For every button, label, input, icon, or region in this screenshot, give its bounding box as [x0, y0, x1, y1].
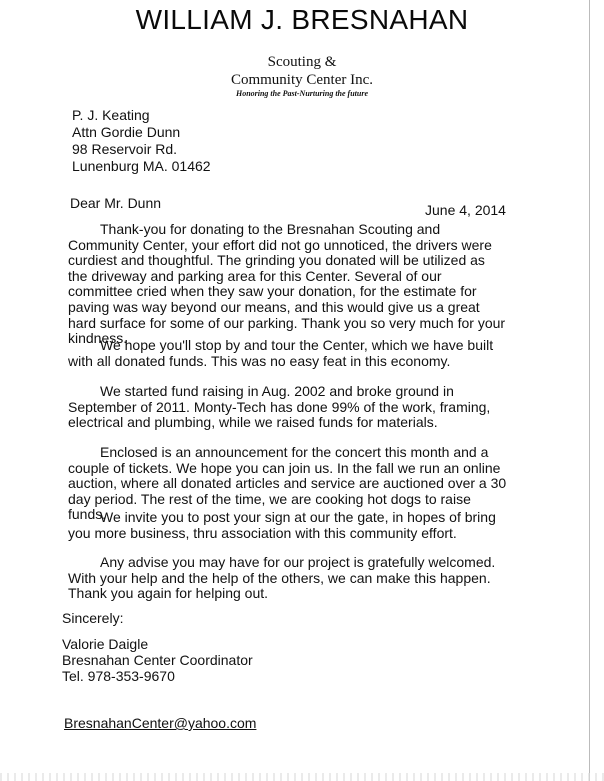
- letterhead-name: WILLIAM J. BRESNAHAN: [135, 4, 469, 35]
- body-paragraph: We started fund raising in Aug. 2002 and broke ground in September of 2011. Monty-Tech has done 99% of the work, framing, electrical and plumbing, while we raised funds for materials.: [68, 383, 491, 431]
- signer-name: Valorie Daigle: [62, 636, 149, 652]
- signer-title: Bresnahan Center Coordinator: [62, 652, 253, 668]
- body-paragraph: Enclosed is an announcement for the concert this month and a couple of tickets. We hope you can join us. In the fall we run an online auction, where all donated articles and service are auctioned over a 30 day period. The rest of the time, we are cooking hot dogs to raise funds.: [68, 444, 507, 523]
- signer-phone: Tel. 978-353-9670: [62, 668, 175, 684]
- closing: Sincerely:: [62, 610, 124, 626]
- recipient-line: P. J. Keating: [72, 107, 150, 123]
- body-paragraph: We hope you'll stop by and tour the Center, which we have built with all donated funds. This was no easy feat in this economy.: [68, 337, 494, 369]
- letterhead-tagline: Honoring the Past-Nurturing the future: [235, 89, 369, 98]
- body-paragraph: Thank-you for donating to the Bresnahan Scouting and Community Center, your effort did not go unnoticed, the drivers were curdiest and thoughtful. The grinding you donated will be utilized as the driveway and parking area for this Center. Several of our committee cried when they saw your donation, for the estimate for paving was way beyond our means, and this would give us a great hard surface for some of our parking. Thank you so very much for your kindness.: [68, 221, 506, 347]
- signature-block: [62, 636, 253, 684]
- letterhead-line-2: Community Center Inc.: [230, 72, 374, 88]
- recipient-address: [72, 107, 211, 175]
- body-paragraph: Any advise you may have for our project is gratefully welcomed. With your help and the help of the others, we can make this happen. Thank you again for helping out.: [68, 554, 496, 602]
- email-link[interactable]: BresnahanCenter@yahoo.com: [64, 715, 257, 731]
- salutation: Dear Mr. Dunn: [70, 195, 162, 211]
- letter-date: June 4, 2014: [425, 202, 506, 218]
- body-paragraph: We invite you to post your sign at our the gate, in hopes of bring you more business, thru association with this community effort.: [68, 509, 496, 541]
- scan-noise: [0, 773, 604, 781]
- recipient-line: Attn Gordie Dunn: [72, 124, 181, 140]
- recipient-line: Lunenburg MA. 01462: [72, 158, 211, 174]
- recipient-line: 98 Reservoir Rd.: [72, 141, 178, 157]
- scan-edge-line: [589, 0, 590, 781]
- letterhead-line-1: Scouting &: [267, 54, 337, 70]
